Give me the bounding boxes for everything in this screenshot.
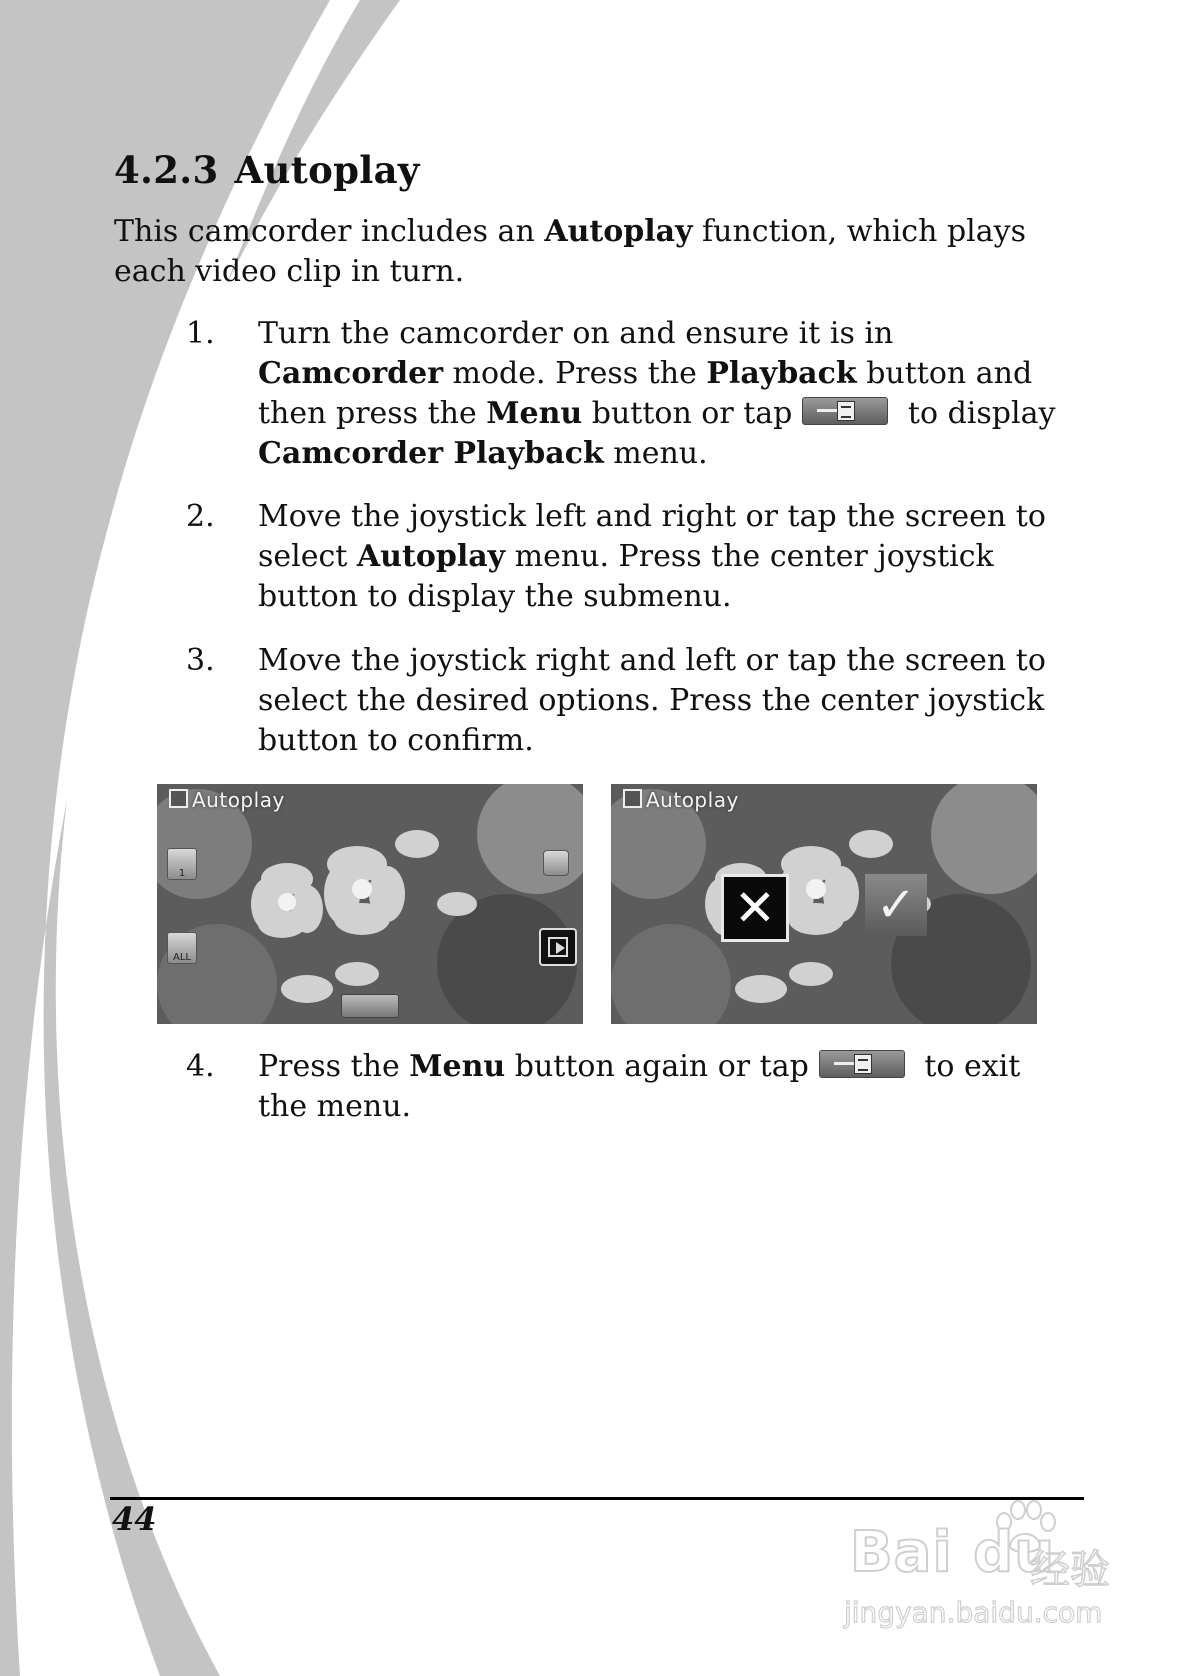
step-number: 4. — [186, 1049, 215, 1084]
screenshot-autoplay-submenu — [611, 784, 1037, 1024]
step-text: button again or tap — [505, 1049, 809, 1084]
intro-paragraph — [114, 212, 1074, 292]
watermark-cn: 经验 — [1030, 1547, 1110, 1593]
step-1-text — [258, 314, 1078, 474]
step-text: to display — [898, 396, 1056, 431]
section-number: 4.2.3 — [114, 148, 219, 192]
playback-mode-icon — [623, 789, 642, 808]
watermark-url: jingyan.baidu.com — [844, 1596, 1103, 1629]
screen-title — [623, 788, 739, 812]
step-text: Move the joystick left and right or tap the screen to select — [258, 499, 1046, 574]
step-text: Press the — [258, 1049, 410, 1084]
step-bold: Camcorder Playback — [258, 436, 604, 471]
delete-all-icon[interactable]: ALL — [167, 932, 197, 964]
step-text: button or tap — [582, 396, 793, 431]
flower-background-image — [157, 784, 583, 1024]
screenshot-autoplay-menu — [157, 784, 583, 1024]
menu-icon — [802, 397, 888, 425]
screen-title-text: Autoplay — [192, 788, 285, 812]
step-text: mode. Press the — [443, 356, 707, 391]
step-bold: Menu — [486, 396, 583, 431]
intro-text: This camcorder includes an — [114, 214, 545, 249]
step-number: 3. — [186, 643, 215, 678]
lock-icon[interactable] — [543, 850, 569, 876]
screen-title-text: Autoplay — [646, 788, 739, 812]
watermark-brand: Bai du — [850, 1520, 1056, 1585]
intro-text: function, which plays each video clip in turn. — [114, 214, 1026, 289]
step-text: to exit the menu. — [258, 1049, 1021, 1124]
autoplay-icon[interactable] — [539, 928, 577, 966]
step-number: 2. — [186, 499, 215, 534]
step-text: menu. — [603, 436, 708, 471]
delete-one-icon[interactable]: 1 — [167, 848, 197, 880]
step-bold: Playback — [706, 356, 857, 391]
step-number: 1. — [186, 316, 215, 351]
flower-background-image — [611, 784, 1037, 1024]
confirm-check-icon[interactable]: ✓ — [865, 874, 927, 936]
cancel-x-icon[interactable]: ✕ — [721, 874, 789, 942]
baidu-watermark — [840, 1500, 1130, 1640]
step-4-text — [258, 1047, 1078, 1127]
step-bold: Menu — [409, 1049, 506, 1084]
step-3-text — [258, 641, 1078, 761]
screen-title — [169, 788, 285, 812]
menu-exit-icon — [819, 1050, 905, 1078]
section-title: Autoplay — [234, 148, 420, 192]
step-bold: Camcorder — [258, 356, 444, 391]
step-text: Turn the camcorder on and ensure it is in — [258, 316, 894, 351]
step-text: Move the joystick right and left or tap the screen to select the desired options. Press the center joystick button to confirm. — [258, 643, 1046, 758]
step-bold: Autoplay — [356, 539, 506, 574]
step-2-text — [258, 497, 1078, 617]
page-number: 44 — [112, 1500, 157, 1538]
step-text: button and then press the — [258, 356, 1033, 431]
step-text: menu. Press the center joystick button to display the submenu. — [258, 539, 994, 614]
intro-bold-autoplay: Autoplay — [544, 214, 693, 249]
section-heading — [114, 148, 420, 192]
playback-mode-icon — [169, 789, 188, 808]
exit-menu-icon[interactable] — [341, 994, 399, 1018]
